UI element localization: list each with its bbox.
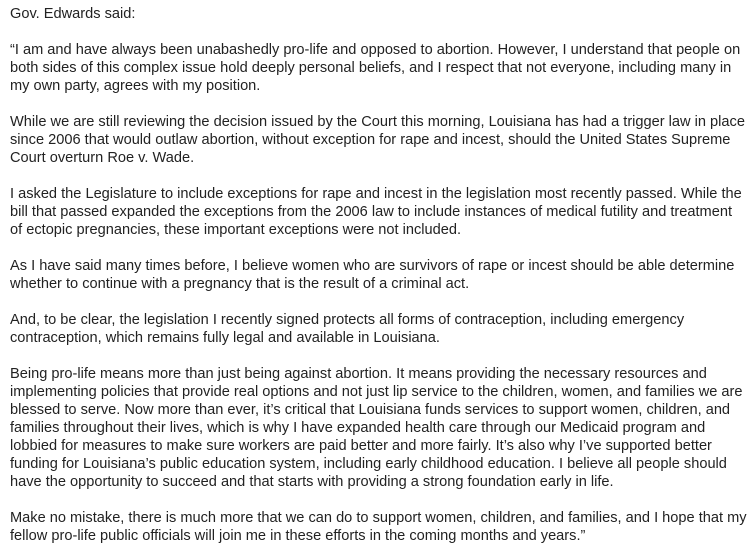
statement-paragraph-3: I asked the Legislature to include exceptions for rape and incest in the legislation most recently passed. While the bill that passed expanded the exceptions from the 2006 law to include instances of medical futility and treatment of ectopic pregnancies, these important exceptions were not included. [10,186,742,238]
statement-paragraph-6: Being pro-life means more than just being against abortion. It means providing the necessary resources and implementing policies that provide real options and not just lip service to the children, women, and families we are blessed to serve. Now more than ever, it’s critical that Louisiana funds services to support women, children, and families throughout their lives, which is why I have expanded health care through our Medicaid program and lobbied for measures to make sure workers are paid better and more fairly. It’s also why I’ve supported better funding for Louisiana’s public education system, including early childhood education. I believe all people should have the opportunity to succeed and that starts with providing a strong foundation early in life. [10,366,743,490]
statement-paragraph-7: Make no mistake, there is much more that we can do to support women, children, and families, and I hope that my fellow pro-life public officials will join me in these efforts in the coming months and years.” [10,510,747,544]
statement-paragraph-5: And, to be clear, the legislation I recently signed protects all forms of contraception, including emergency contraception, which remains fully legal and available in Louisiana. [10,312,685,346]
statement-paragraph-2: While we are still reviewing the decision issued by the Court this morning, Louisiana has had a trigger law in place since 2006 that would outlaw abortion, without exception for rape and incest, should the United States Supreme Court overturn Roe v. Wade. [10,114,745,166]
statement-paragraph-1: “I am and have always been unabashedly pro-life and opposed to abortion. However, I understand that people on both sides of this complex issue hold deeply personal beliefs, and I respect that not everyone, including many in my own party, agrees with my position. [10,42,741,94]
statement-intro: Gov. Edwards said: [10,6,136,22]
statement-paragraph-4: As I have said many times before, I believe women who are survivors of rape or incest should be able determine whether to continue with a pregnancy that is the result of a criminal act. [10,258,735,292]
